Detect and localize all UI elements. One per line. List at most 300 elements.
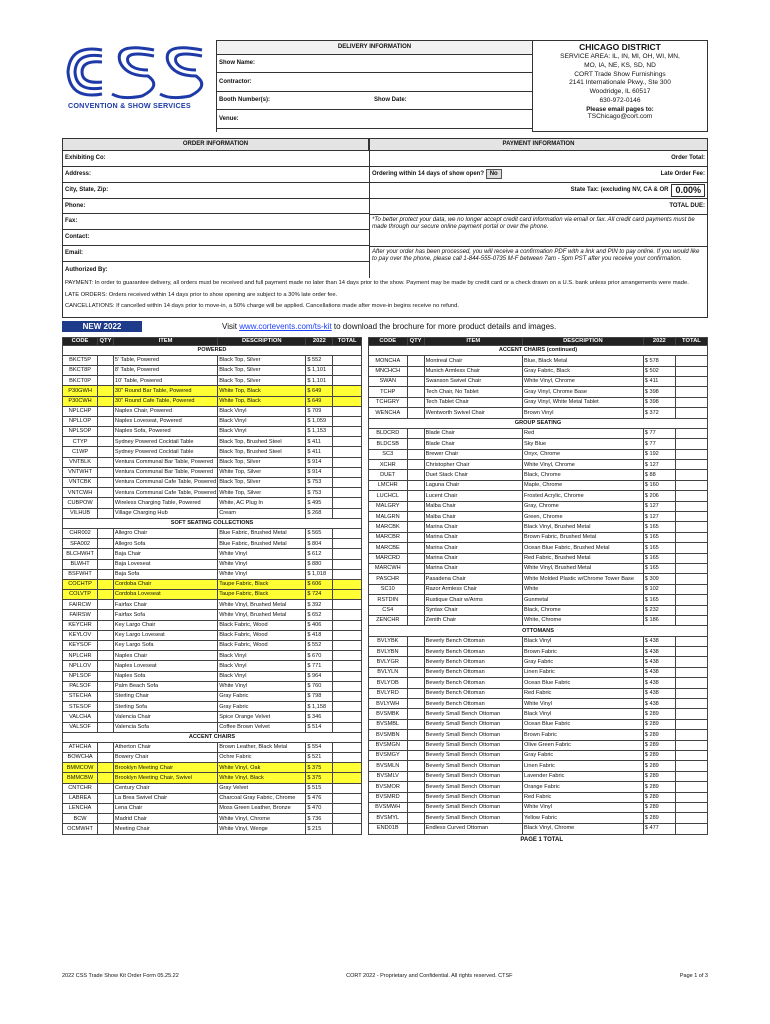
qty-input[interactable]: [98, 620, 114, 630]
qty-input[interactable]: [98, 793, 114, 803]
total-cell: [675, 667, 707, 677]
table-row: [369, 574, 708, 584]
show-name-label: Show Name:: [219, 60, 256, 67]
qty-input[interactable]: [98, 641, 114, 651]
table-row: [63, 651, 362, 661]
cell-desc: Red: [523, 428, 644, 438]
qty-input[interactable]: [98, 661, 114, 671]
section-title: ACCENT CHAIRS (continued): [369, 345, 708, 355]
qty-input[interactable]: [407, 491, 424, 501]
cell-item: Tech Tablet Chair: [424, 397, 522, 407]
cell-item: Laguna Chair: [424, 480, 522, 490]
order-field[interactable]: Phone:: [63, 199, 369, 215]
qty-input[interactable]: [98, 416, 114, 426]
contractor-label: Contractor:: [219, 78, 252, 85]
show-name-field[interactable]: [217, 55, 532, 74]
qty-input[interactable]: [407, 408, 424, 418]
qty-input[interactable]: [407, 792, 424, 802]
cell-item: Marina Chair: [424, 563, 522, 573]
cell-item: Beverly Small Bench Ottoman: [424, 813, 522, 823]
cell-desc: Green, Chrome: [523, 512, 644, 522]
cell-price: $ 418: [306, 630, 333, 640]
cell-item: 30" Round Bar Table, Powered: [113, 386, 217, 396]
cell-code: PASCHR: [369, 574, 408, 584]
cell-code: STESOF: [63, 702, 98, 712]
qty-input[interactable]: [98, 742, 114, 752]
cell-code: CUBPOW: [63, 498, 98, 508]
qty-input[interactable]: [407, 678, 424, 688]
qty-input[interactable]: [407, 647, 424, 657]
cell-desc: White Top, Black: [218, 386, 306, 396]
qty-input[interactable]: [407, 813, 424, 823]
cell-desc: Blue Fabric, Brushed Metal: [218, 528, 306, 538]
table-row: [369, 636, 708, 646]
total-cell: [333, 508, 362, 518]
cell-item: Atherton Chair: [113, 742, 217, 752]
qty-input[interactable]: [407, 823, 424, 834]
cell-code: LUCHCL: [369, 491, 408, 501]
qty-input[interactable]: [407, 439, 424, 449]
qty-input[interactable]: [98, 376, 114, 386]
cell-price: $ 438: [643, 647, 675, 657]
footer-left: 2022 CSS Trade Show Kit Order Form 05.25.22: [62, 973, 179, 979]
section-title: OTTOMANS: [369, 626, 708, 636]
table-row: [63, 386, 362, 396]
email[interactable]: TSChicago@cort.com: [587, 113, 653, 121]
qty-input[interactable]: [407, 667, 424, 677]
tax-input[interactable]: 0.00%: [671, 184, 705, 196]
qty-input[interactable]: [407, 730, 424, 740]
footer-center: CORT 2022 - Proprietary and Confidential. All rights reserved. CTSF: [346, 973, 513, 979]
cell-item: Naples Chair, Powered: [113, 406, 217, 416]
qty-input[interactable]: [98, 783, 114, 793]
cell-price: $ 289: [643, 730, 675, 740]
cell-code: BVSMBN: [369, 730, 408, 740]
qty-input[interactable]: [407, 501, 424, 511]
cell-item: Blade Chair: [424, 428, 522, 438]
qty-input[interactable]: [98, 549, 114, 559]
section-header: [369, 345, 708, 355]
cell-desc: Black Vinyl, Brushed Metal: [523, 522, 644, 532]
qty-input[interactable]: [407, 595, 424, 605]
table-row: [369, 771, 708, 781]
column-header: 2022: [643, 337, 675, 345]
table-row: [63, 702, 362, 712]
cell-price: $ 514: [306, 722, 333, 732]
cell-price: $ 914: [306, 457, 333, 467]
cell-code: DUET: [369, 470, 408, 480]
qty-input[interactable]: [98, 630, 114, 640]
qty-input[interactable]: [98, 651, 114, 661]
qty-input[interactable]: [407, 636, 424, 646]
state-tax-label: State Tax: (excluding NV, CA & OR: [570, 186, 669, 193]
qty-input[interactable]: [407, 512, 424, 522]
cell-desc: Ocean Blue Fabric, Brushed Metal: [523, 543, 644, 553]
qty-input[interactable]: [407, 522, 424, 532]
cell-item: Valencia Sofa: [113, 722, 217, 732]
order-total-label: Order Total:: [671, 154, 705, 161]
payment-note-1: *To better protect your data, we no longer accept credit card information via email or fax. All credit card payments must be made through our secure online payment portal or over the phone.: [370, 215, 707, 247]
order-field[interactable]: Fax:: [63, 214, 369, 230]
cell-desc: Gunmetal: [523, 595, 644, 605]
cell-desc: Brown Vinyl: [523, 408, 644, 418]
cell-code: VALCHA: [63, 712, 98, 722]
service-area-2: MO, IA, NE, KS, SD, ND: [584, 61, 656, 69]
cell-item: Brewer Chair: [424, 449, 522, 459]
cell-item: Malba Chair: [424, 512, 522, 522]
cell-desc: Black Vinyl: [218, 406, 306, 416]
table-row: [369, 543, 708, 553]
qty-input[interactable]: [98, 712, 114, 722]
qty-input[interactable]: [407, 366, 424, 376]
qty-input[interactable]: [98, 773, 114, 783]
total-cell: [675, 823, 707, 834]
qty-input[interactable]: [98, 824, 114, 834]
cell-desc: Ocean Blue Fabric: [523, 678, 644, 688]
cell-desc: Red Fabric: [523, 792, 644, 802]
cell-desc: White Vinyl: [218, 681, 306, 691]
total-cell: [675, 792, 707, 802]
cell-code: NPLSOF: [63, 671, 98, 681]
qty-input[interactable]: [98, 579, 114, 589]
cell-item: Key Largo Chair: [113, 620, 217, 630]
cell-code: CTYP: [63, 437, 98, 447]
qty-input[interactable]: [98, 722, 114, 732]
cell-desc: Black Vinyl: [218, 416, 306, 426]
table-row: [63, 488, 362, 498]
cell-item: Beverly Small Bench Ottoman: [424, 740, 522, 750]
cell-code: ATHCHA: [63, 742, 98, 752]
total-cell: [675, 636, 707, 646]
address-2: Woodridge, IL 60517: [589, 88, 651, 96]
cell-code: MONCHA: [369, 356, 408, 366]
total-cell: [675, 709, 707, 719]
qty-input[interactable]: [98, 355, 114, 365]
qty-input[interactable]: [407, 657, 424, 667]
qty-input[interactable]: [98, 386, 114, 396]
total-cell: [675, 730, 707, 740]
cell-code: LABREA: [63, 793, 98, 803]
cell-price: $ 476: [306, 793, 333, 803]
qty-input[interactable]: [407, 605, 424, 615]
qty-input[interactable]: [98, 406, 114, 416]
cell-desc: Yellow Fabric: [523, 813, 644, 823]
qty-input[interactable]: [407, 719, 424, 729]
qty-input[interactable]: [407, 470, 424, 480]
total-cell: [333, 671, 362, 681]
total-cell: [675, 761, 707, 771]
venue-field[interactable]: [217, 110, 532, 129]
delivery-information: [216, 40, 533, 132]
qty-input[interactable]: [407, 615, 424, 625]
order-field[interactable]: Exhibiting Co:: [63, 151, 369, 167]
cell-desc: Black Vinyl: [218, 427, 306, 437]
cell-price: $ 438: [643, 657, 675, 667]
cell-item: Village Charging Hub: [113, 508, 217, 518]
column-header: QTY: [99, 337, 112, 344]
cell-price: $ 552: [306, 641, 333, 651]
total-cell: [333, 610, 362, 620]
qty-input[interactable]: [98, 681, 114, 691]
table-row: [63, 773, 362, 783]
cell-desc: Cream: [218, 508, 306, 518]
qty-input[interactable]: [407, 563, 424, 573]
ordering-within-label: Ordering within 14 days of show open?: [372, 170, 485, 177]
qty-input[interactable]: [407, 751, 424, 761]
cell-item: Beverly Bench Ottoman: [424, 699, 522, 709]
table-row: [369, 366, 708, 376]
qty-input[interactable]: [407, 543, 424, 553]
qty-input[interactable]: [98, 804, 114, 814]
qty-input[interactable]: [407, 460, 424, 470]
total-cell: [333, 590, 362, 600]
total-cell: [333, 814, 362, 824]
qty-input[interactable]: [98, 671, 114, 681]
cell-code: LENCHA: [63, 804, 98, 814]
total-cell: [675, 439, 707, 449]
cell-desc: Red Fabric, Brushed Metal: [523, 553, 644, 563]
cell-desc: Black Top, Silver: [218, 365, 306, 375]
cell-item: Razor Armless Chair: [424, 584, 522, 594]
qty-input[interactable]: [98, 508, 114, 518]
qty-input[interactable]: [407, 480, 424, 490]
qty-input[interactable]: [98, 488, 114, 498]
cell-item: Sydney Powered Cocktail Table: [113, 437, 217, 447]
cell-price: $ 760: [306, 681, 333, 691]
visit-text: [222, 322, 556, 331]
qty-input[interactable]: [407, 428, 424, 438]
cell-desc: Orange Fabric: [523, 782, 644, 792]
qty-input[interactable]: [98, 437, 114, 447]
cell-price: $ 502: [643, 366, 675, 376]
delivery-title: DELIVERY INFORMATION: [217, 41, 532, 55]
cell-desc: Linen Fabric: [523, 761, 644, 771]
table-row: [369, 802, 708, 812]
total-cell: [333, 773, 362, 783]
cell-code: FAIRCW: [63, 600, 98, 610]
booth-field[interactable]: [217, 92, 532, 111]
cell-code: P30CWH: [63, 396, 98, 406]
cell-desc: Black Fabric, Wood: [218, 620, 306, 630]
qty-input[interactable]: [407, 574, 424, 584]
qty-input[interactable]: [407, 688, 424, 698]
cell-desc: Red Fabric: [523, 688, 644, 698]
cell-item: Swanson Swivel Chair: [424, 376, 522, 386]
total-cell: [675, 615, 707, 625]
total-cell: [675, 563, 707, 573]
qty-input[interactable]: [98, 763, 114, 773]
cell-price: $ 309: [643, 574, 675, 584]
qty-input[interactable]: [407, 740, 424, 750]
table-row: [369, 699, 708, 709]
total-cell: [333, 528, 362, 538]
total-cell: [675, 408, 707, 418]
cell-price: $ 289: [643, 771, 675, 781]
qty-input[interactable]: [98, 457, 114, 467]
total-cell: [675, 802, 707, 812]
qty-input[interactable]: [98, 427, 114, 437]
qty-input[interactable]: [98, 691, 114, 701]
order-field[interactable]: City, State, Zip:: [63, 183, 369, 199]
table-row: [369, 522, 708, 532]
cell-item: Zenith Chair: [424, 615, 522, 625]
cell-price: $ 165: [643, 595, 675, 605]
order-field[interactable]: Authorized By:: [65, 266, 108, 273]
total-cell: [333, 457, 362, 467]
qty-input[interactable]: [407, 782, 424, 792]
order-body: [62, 151, 708, 278]
total-cell: [675, 699, 707, 709]
cell-desc: Olive Green Fabric: [523, 740, 644, 750]
cell-price: $ 77: [643, 439, 675, 449]
cell-desc: White Top, Silver: [218, 467, 306, 477]
visit-prefix: Visit: [222, 321, 240, 331]
order-fields: [63, 151, 370, 278]
qty-input[interactable]: [407, 356, 424, 366]
table-row: [63, 793, 362, 803]
table-row: [369, 678, 708, 688]
cell-price: $ 127: [643, 501, 675, 511]
order-field[interactable]: Address:: [63, 167, 369, 183]
cell-item: Century Chair: [113, 783, 217, 793]
table-row: [63, 447, 362, 457]
cell-price: $ 804: [306, 539, 333, 549]
cell-code: BVLYBN: [369, 647, 408, 657]
qty-input[interactable]: [407, 553, 424, 563]
qty-input[interactable]: [407, 397, 424, 407]
cell-desc: Brown Fabric, Brushed Metal: [523, 532, 644, 542]
cell-desc: White Vinyl, Wenge: [218, 824, 306, 834]
table-row: [63, 365, 362, 375]
qty-input[interactable]: [98, 569, 114, 579]
cell-desc: Gray Vinyl, White Metal Tablet: [523, 397, 644, 407]
qty-input[interactable]: [407, 449, 424, 459]
table-row: [369, 823, 708, 834]
cell-code: VNTWHT: [63, 467, 98, 477]
cell-item: Pasadena Chair: [424, 574, 522, 584]
total-cell: [333, 742, 362, 752]
cell-price: $ 289: [643, 782, 675, 792]
qty-input[interactable]: [98, 365, 114, 375]
qty-input[interactable]: [98, 814, 114, 824]
cell-code: TCHP: [369, 387, 408, 397]
total-cell: [675, 574, 707, 584]
table-row: [63, 641, 362, 651]
qty-input[interactable]: [98, 539, 114, 549]
cell-price: $ 736: [306, 814, 333, 824]
qty-input[interactable]: [98, 447, 114, 457]
qty-input[interactable]: [98, 559, 114, 569]
qty-input[interactable]: [98, 600, 114, 610]
cell-item: Naples Chair: [113, 651, 217, 661]
qty-input[interactable]: [407, 802, 424, 812]
payment-note-2: After your order has been processed, you will receive a confirmation PDF with a link and PIN to pay online. If you would like to pay over the phone, please call 1-844-555-0735 M-F between 7am - 5pm PST after you receive your confirmation.: [372, 248, 700, 262]
qty-input[interactable]: [407, 584, 424, 594]
qty-input[interactable]: [98, 610, 114, 620]
cell-item: Beverly Small Bench Ottoman: [424, 709, 522, 719]
cell-code: MNCHCH: [369, 366, 408, 376]
cell-desc: Black Top, Brushed Steel: [218, 437, 306, 447]
cell-item: Beverly Small Bench Ottoman: [424, 761, 522, 771]
cell-price: $ 438: [643, 667, 675, 677]
cell-desc: Ochre Fabric: [218, 753, 306, 763]
cell-item: Syntax Chair: [424, 605, 522, 615]
cell-price: $ 165: [643, 553, 675, 563]
order-field[interactable]: Contact:: [63, 230, 369, 246]
cell-price: $ 606: [306, 579, 333, 589]
qty-input[interactable]: [98, 753, 114, 763]
cell-price: $ 392: [306, 600, 333, 610]
qty-input[interactable]: [407, 709, 424, 719]
cell-desc: Black Top, Silver: [218, 478, 306, 488]
cell-desc: Black Vinyl: [218, 651, 306, 661]
qty-input[interactable]: [98, 498, 114, 508]
cell-code: CS4: [369, 605, 408, 615]
qty-input[interactable]: [407, 387, 424, 397]
total-cell: [675, 387, 707, 397]
qty-input[interactable]: [407, 761, 424, 771]
cell-price: $ 1,101: [306, 365, 333, 375]
total-cell: [333, 579, 362, 589]
qty-input[interactable]: [98, 528, 114, 538]
table-row: [369, 532, 708, 542]
contractor-field[interactable]: [217, 73, 532, 92]
cell-desc: White Vinyl, Brushed Metal: [218, 600, 306, 610]
cell-desc: Gray, Chrome: [523, 501, 644, 511]
cell-desc: Gray Fabric, Black: [523, 366, 644, 376]
order-field[interactable]: Email:: [63, 246, 369, 262]
cell-price: $ 914: [306, 467, 333, 477]
table-row: [369, 387, 708, 397]
cell-price: $ 649: [306, 386, 333, 396]
table-row: [369, 813, 708, 823]
cell-code: BSFWHT: [63, 569, 98, 579]
qty-input[interactable]: [98, 467, 114, 477]
qty-input[interactable]: [407, 376, 424, 386]
cell-item: Brooklyn Meeting Chair: [113, 763, 217, 773]
table-row: [63, 600, 362, 610]
ordering-within-select[interactable]: No: [486, 169, 502, 179]
cell-code: CHR002: [63, 528, 98, 538]
cell-item: Tech Chair, No Tablet: [424, 387, 522, 397]
cell-price: $ 289: [643, 813, 675, 823]
qty-input[interactable]: [98, 396, 114, 406]
cell-desc: White Top, Black: [218, 396, 306, 406]
footer-right: Page 1 of 3: [679, 973, 708, 979]
cell-code: NPLCHP: [63, 406, 98, 416]
qty-input[interactable]: [98, 702, 114, 712]
qty-input[interactable]: [407, 532, 424, 542]
cell-desc: White: [523, 584, 644, 594]
table-row: [369, 740, 708, 750]
cell-price: $ 670: [306, 651, 333, 661]
cell-desc: White Vinyl, Brushed Metal: [523, 563, 644, 573]
table-row: [63, 528, 362, 538]
product-table-left: [62, 337, 362, 835]
qty-input[interactable]: [98, 590, 114, 600]
qty-input[interactable]: [407, 771, 424, 781]
total-cell: [333, 793, 362, 803]
cell-desc: Black Top, Silver: [218, 457, 306, 467]
cell-code: BVSMRD: [369, 792, 408, 802]
qty-input[interactable]: [98, 478, 114, 488]
cell-item: Beverly Bench Ottoman: [424, 667, 522, 677]
column-header: TOTAL: [675, 337, 707, 345]
qty-input[interactable]: [407, 699, 424, 709]
brochure-link[interactable]: www.cortevents.com/ts-kit: [239, 321, 332, 331]
cell-price: $ 612: [306, 549, 333, 559]
cell-price: $ 289: [643, 740, 675, 750]
